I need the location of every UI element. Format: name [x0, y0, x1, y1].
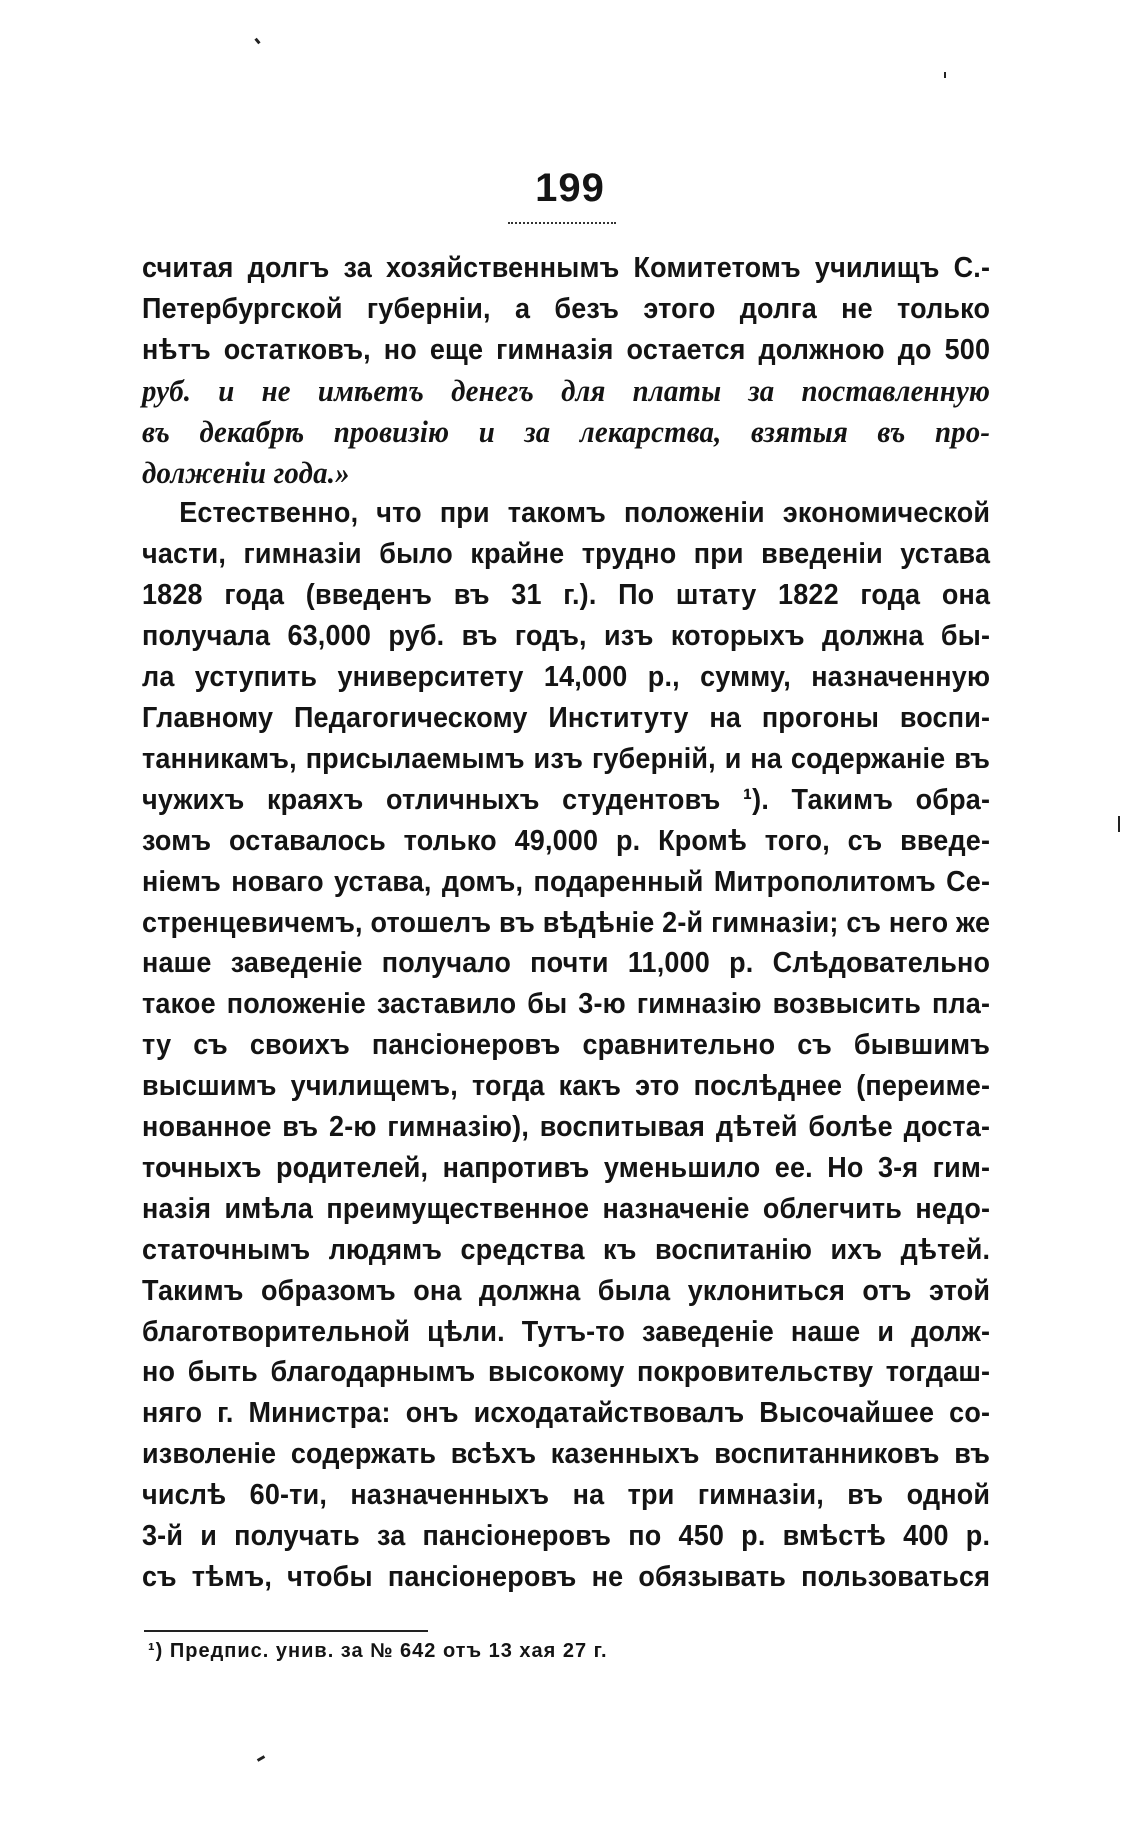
text-line: 1828 года (введенъ въ 31 г.). По штату 1822 года она	[142, 579, 991, 612]
text-line: чужихъ краяхъ отличныхъ студентовъ ¹). Такимъ обра-	[142, 783, 991, 816]
stray-mark	[944, 72, 946, 78]
text-line: Главному Педагогическому Институту на прогоны воспи-	[142, 701, 991, 734]
stray-mark	[257, 1755, 265, 1762]
text-line: няго г. Министра: онъ исходатайствовалъ Высочайшее со-	[142, 1397, 991, 1430]
text-line: Петербургской губерніи, а безъ этого долга не только	[142, 292, 991, 325]
text-line: Такимъ образомъ она должна была уклониться отъ этой	[142, 1274, 991, 1307]
stray-mark	[254, 38, 260, 45]
text-line: такое положеніе заставило бы 3-ю гимназію возвысить пла-	[142, 988, 991, 1021]
text-line: танникамъ, присылаемымъ изъ губерній, и на содержаніе въ	[142, 742, 991, 775]
text-line: въ декабрѣ провизію и за лекарства, взятыя въ про-	[142, 413, 991, 449]
text-line: изволеніе содержать всѣхъ казенныхъ воспитанниковъ въ	[142, 1438, 991, 1471]
text-line: 3-й и получать за пансіонеровъ по 450 р. вмѣстѣ 400 р.	[142, 1520, 991, 1553]
text-line: зомъ оставалось только 49,000 р. Кромѣ того, съ введе-	[142, 824, 991, 857]
page-number: 199	[535, 166, 605, 210]
text-line: ніемъ новаго устава, домъ, подаренный Митрополитомъ Се-	[142, 865, 991, 898]
footnote-rule	[144, 1630, 428, 1632]
text-line: считая долгъ за хозяйственнымъ Комитетомъ училищъ С.-	[142, 252, 991, 284]
text-line: ла уступить университету 14,000 р., сумму, назначенную	[142, 661, 991, 694]
text-line: долженіи года.»	[142, 454, 350, 490]
footnote: ¹) Предпис. унив. за № 642 отъ 13 хая 27 г.	[148, 1640, 608, 1662]
text-line: высшимъ училищемъ, тогда какъ это послѣднее (переиме-	[142, 1070, 991, 1103]
text-line: получала 63,000 руб. въ годъ, изъ которыхъ должна бы-	[142, 620, 991, 653]
text-line: наше заведеніе получало почти 11,000 р. Слѣдовательно	[142, 947, 991, 980]
text-line: ту съ своихъ пансіонеровъ сравнительно съ бывшимъ	[142, 1029, 991, 1062]
text-line: части, гимназіи было крайне трудно при введеніи устава	[142, 538, 991, 571]
body-text	[142, 248, 990, 1598]
text-line: назія имѣла преимущественное назначеніе облегчить недо-	[142, 1192, 991, 1225]
text-line: точныхъ родителей, напротивъ уменьшило ее. Но 3-я гим-	[142, 1151, 991, 1184]
page-number-rule	[508, 222, 616, 224]
text-line: благотворительной цѣли. Тутъ-то заведеніе наше и долж-	[142, 1315, 991, 1348]
text-line: Естественно, что при такомъ положеніи экономической	[179, 497, 991, 530]
stray-mark	[1118, 816, 1120, 832]
text-line: нѣтъ остатковъ, но еще гимназія остается должною до 500	[142, 333, 991, 366]
text-line: нованное въ 2-ю гимназію), воспитывая дѣтей болѣе доста-	[142, 1111, 991, 1144]
text-line: но быть благодарнымъ высокому покровительству тогдаш-	[142, 1356, 991, 1389]
text-line: руб. и не имѣетъ денегъ для платы за поставленную	[142, 372, 991, 408]
text-line: стренцевичемъ, отошелъ въ вѣдѣніе 2-й гимназіи; съ него же	[142, 906, 991, 939]
text-line: числѣ 60-ти, назначенныхъ на три гимназіи, въ одной	[142, 1479, 991, 1512]
text-line: съ тѣмъ, чтобы пансіонеровъ не обязывать пользоваться	[142, 1561, 991, 1593]
text-line: статочнымъ людямъ средства къ воспитанію ихъ дѣтей.	[142, 1233, 991, 1266]
